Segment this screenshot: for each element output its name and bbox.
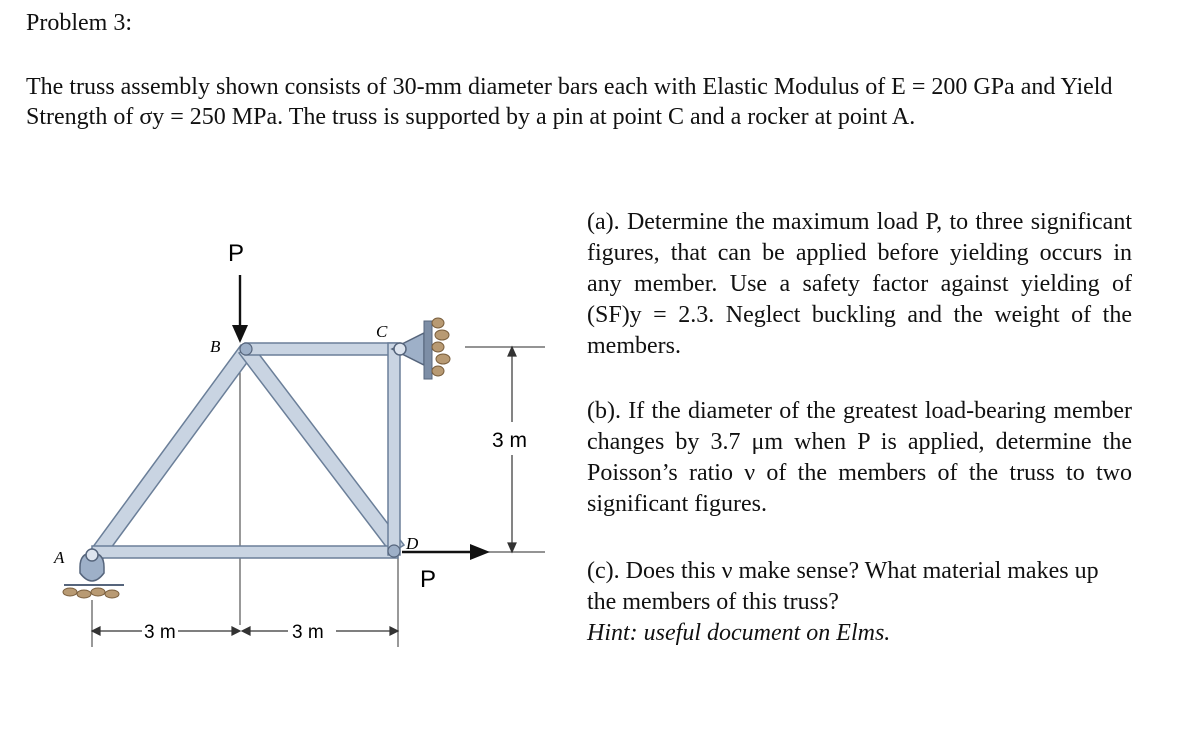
question-part-c-block bbox=[587, 556, 1132, 649]
member-ad bbox=[92, 546, 398, 558]
joint-d bbox=[388, 545, 400, 557]
label-point-b: B bbox=[210, 337, 221, 356]
problem-intro: The truss assembly shown consists of 30-mm diameter bars each with Elastic Modulus of E = 200 GPa and Yield Strength of σy = 250 MPa. The truss is supported by a pin at point C and a rocker at point A. bbox=[26, 74, 1113, 130]
member-bc bbox=[245, 343, 397, 355]
label-point-c: C bbox=[376, 322, 388, 341]
dimension-horizontal bbox=[92, 627, 398, 635]
hint-text: Hint: useful document on Elms. bbox=[587, 620, 891, 646]
label-point-a: A bbox=[54, 548, 65, 567]
truss-figure bbox=[40, 215, 560, 655]
question-part-c: (c). Does this ν make sense? What material makes up the members of this truss? bbox=[587, 558, 1099, 615]
member-bd bbox=[239, 345, 404, 553]
label-dim-left: 3 m bbox=[144, 622, 176, 643]
label-load-top: P bbox=[228, 240, 245, 267]
load-arrow-b bbox=[232, 275, 248, 343]
problem-heading: Problem 3: bbox=[26, 10, 132, 36]
label-point-d: D bbox=[406, 534, 419, 553]
label-load-right: P bbox=[420, 566, 437, 593]
label-dim-right: 3 m bbox=[292, 622, 324, 643]
question-part-a: (a). Determine the maximum load P, to three significant figures, that can be applied before yielding occurs in any member. Use a safety factor against yielding of (SF)y = 2.3. Neglect buckling and the weight of the members. bbox=[587, 209, 1132, 359]
label-dim-vertical: 3 m bbox=[492, 429, 528, 452]
member-ab bbox=[87, 345, 254, 563]
question-part-b: (b). If the diameter of the greatest load-bearing member changes by 3.7 μm when P is applied, determine the Poisson’s ratio ν of the members of the truss to two significant figures. bbox=[587, 398, 1132, 517]
member-cd bbox=[388, 343, 400, 555]
joint-b bbox=[240, 343, 252, 355]
